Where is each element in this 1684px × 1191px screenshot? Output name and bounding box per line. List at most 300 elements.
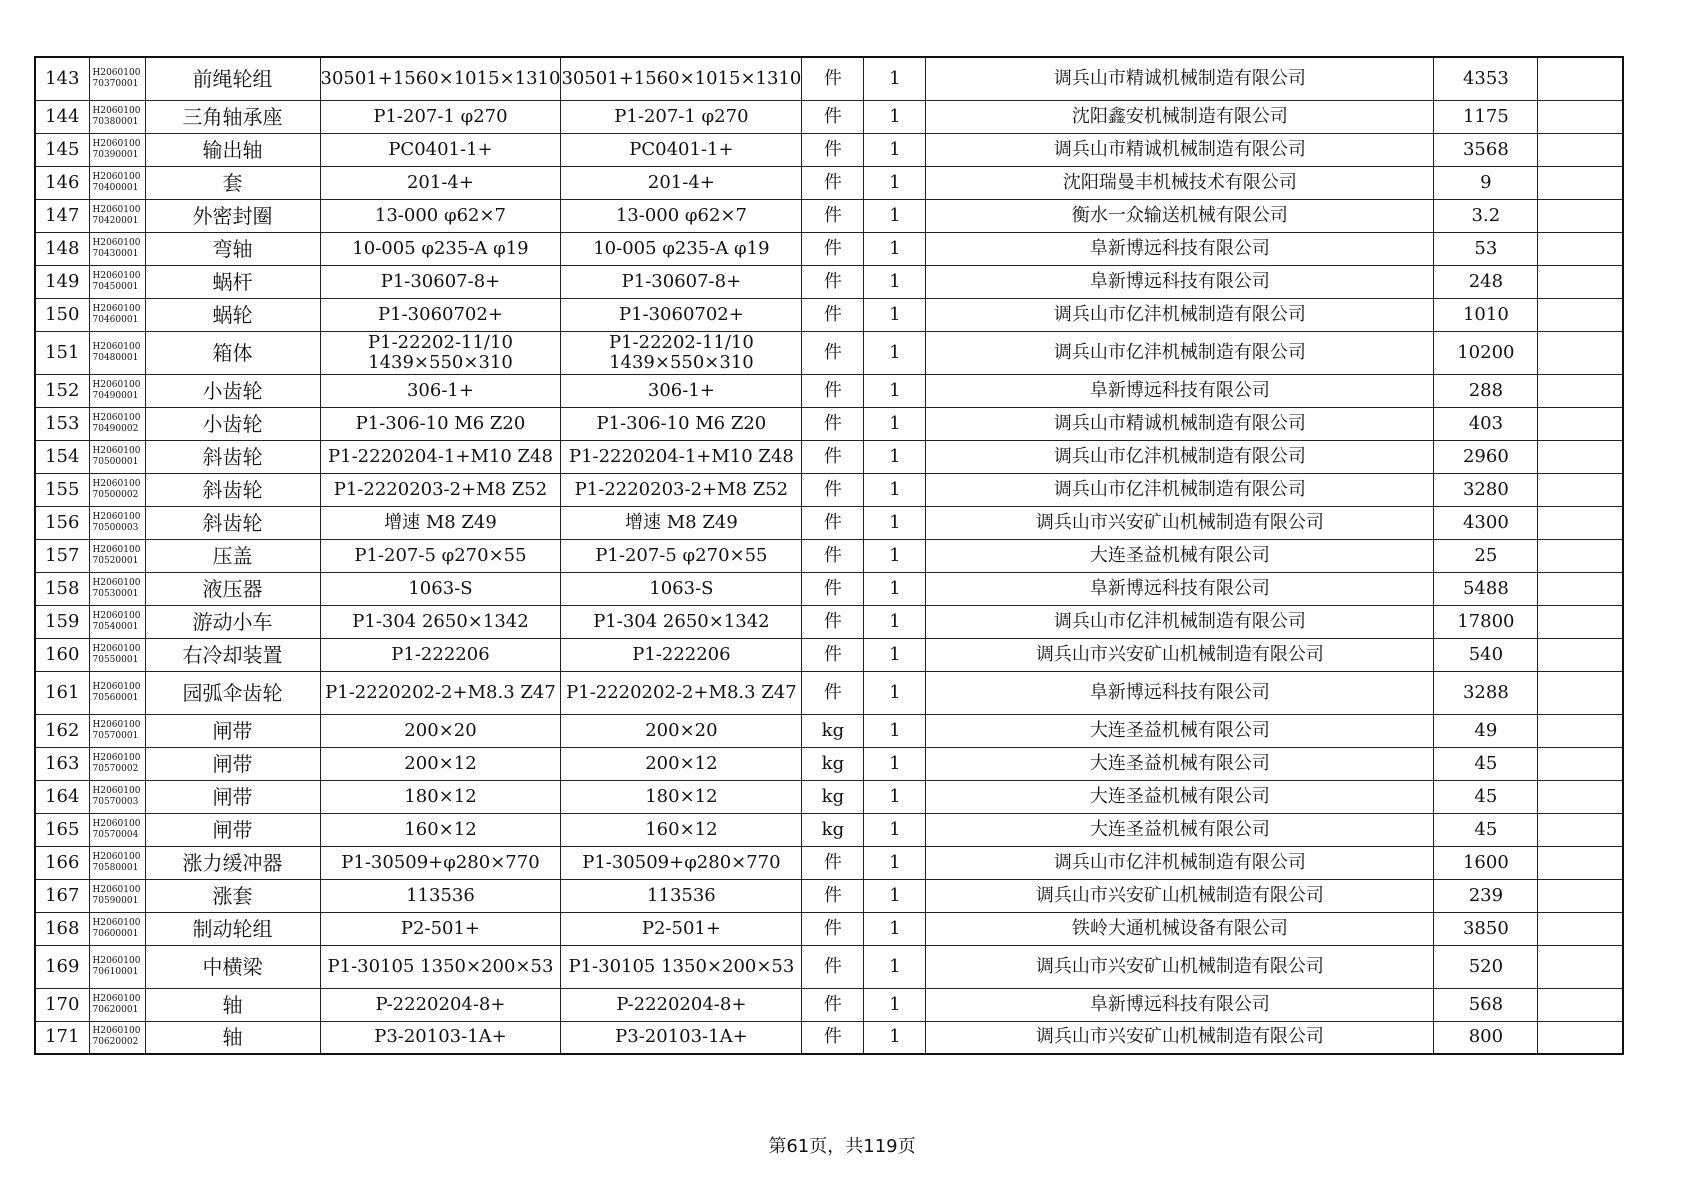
cell-price: 800	[1434, 1021, 1538, 1054]
cell-no: 144	[35, 100, 89, 133]
table-row	[35, 298, 1623, 331]
table-row	[35, 846, 1623, 879]
cell-unit: 件	[802, 298, 864, 331]
table-row	[35, 1021, 1623, 1054]
cell-name: 涨力缓冲器	[145, 846, 320, 879]
cell-code: H2060100 70580001	[89, 846, 145, 879]
cell-qty: 1	[864, 846, 926, 879]
table-row	[35, 374, 1623, 407]
cell-qty: 1	[864, 671, 926, 714]
cell-no: 165	[35, 813, 89, 846]
cell-code: H2060100 70570001	[89, 714, 145, 747]
cell-name: 输出轴	[145, 133, 320, 166]
cell-qty: 1	[864, 57, 926, 100]
cell-note	[1538, 1021, 1623, 1054]
cell-spec-1: 13-000 φ62×7	[320, 199, 561, 232]
cell-supplier: 调兵山市精诚机械制造有限公司	[926, 133, 1434, 166]
cell-unit: 件	[802, 440, 864, 473]
cell-name: 制动轮组	[145, 912, 320, 945]
cell-spec-1: 306-1+	[320, 374, 561, 407]
cell-spec-2: 160×12	[561, 813, 802, 846]
cell-spec-2: P1-30105 1350×200×53	[561, 945, 802, 988]
cell-no: 170	[35, 988, 89, 1021]
cell-unit: 件	[802, 166, 864, 199]
cell-qty: 1	[864, 714, 926, 747]
cell-name: 轴	[145, 1021, 320, 1054]
cell-spec-1: P2-501+	[320, 912, 561, 945]
cell-qty: 1	[864, 232, 926, 265]
cell-no: 146	[35, 166, 89, 199]
cell-spec-1: P3-20103-1A+	[320, 1021, 561, 1054]
cell-supplier: 阜新博远科技有限公司	[926, 988, 1434, 1021]
cell-qty: 1	[864, 539, 926, 572]
cell-no: 153	[35, 407, 89, 440]
cell-no: 155	[35, 473, 89, 506]
table-row	[35, 265, 1623, 298]
total-pages-number: 119	[863, 1136, 898, 1157]
cell-unit: 件	[802, 331, 864, 374]
cell-unit: 件	[802, 374, 864, 407]
cell-unit: 件	[802, 232, 864, 265]
cell-note	[1538, 133, 1623, 166]
cell-supplier: 阜新博远科技有限公司	[926, 671, 1434, 714]
cell-supplier: 调兵山市兴安矿山机械制造有限公司	[926, 879, 1434, 912]
cell-no: 158	[35, 572, 89, 605]
cell-note	[1538, 407, 1623, 440]
parts-table	[34, 56, 1624, 1055]
cell-price: 3288	[1434, 671, 1538, 714]
cell-qty: 1	[864, 912, 926, 945]
cell-spec-1: P1-3060702+	[320, 298, 561, 331]
page-footer	[0, 1132, 1684, 1158]
cell-qty: 1	[864, 199, 926, 232]
cell-supplier: 调兵山市精诚机械制造有限公司	[926, 407, 1434, 440]
cell-spec-2: 200×12	[561, 747, 802, 780]
cell-spec-2: 13-000 φ62×7	[561, 199, 802, 232]
cell-unit: 件	[802, 1021, 864, 1054]
cell-no: 163	[35, 747, 89, 780]
cell-name: 压盖	[145, 539, 320, 572]
cell-price: 568	[1434, 988, 1538, 1021]
cell-spec-1: P1-2220203-2+M8 Z52	[320, 473, 561, 506]
table-row	[35, 539, 1623, 572]
cell-price: 1600	[1434, 846, 1538, 879]
cell-no: 167	[35, 879, 89, 912]
cell-name: 园弧伞齿轮	[145, 671, 320, 714]
cell-qty: 1	[864, 407, 926, 440]
cell-code: H2060100 70400001	[89, 166, 145, 199]
table-row	[35, 57, 1623, 100]
cell-name: 三角轴承座	[145, 100, 320, 133]
cell-unit: 件	[802, 572, 864, 605]
cell-supplier: 大连圣益机械有限公司	[926, 714, 1434, 747]
cell-supplier: 阜新博远科技有限公司	[926, 572, 1434, 605]
cell-note	[1538, 945, 1623, 988]
cell-supplier: 大连圣益机械有限公司	[926, 747, 1434, 780]
cell-spec-1: P1-30607-8+	[320, 265, 561, 298]
cell-spec-1: P-2220204-8+	[320, 988, 561, 1021]
footer-prefix: 第	[768, 1136, 787, 1157]
table-row	[35, 671, 1623, 714]
cell-name: 闸带	[145, 714, 320, 747]
cell-code: H2060100 70620001	[89, 988, 145, 1021]
cell-spec-2: P1-2220202-2+M8.3 Z47	[561, 671, 802, 714]
cell-note	[1538, 988, 1623, 1021]
cell-spec-1: P1-222206	[320, 638, 561, 671]
cell-unit: 件	[802, 57, 864, 100]
table-row	[35, 988, 1623, 1021]
cell-qty: 1	[864, 265, 926, 298]
cell-qty: 1	[864, 988, 926, 1021]
table-row	[35, 199, 1623, 232]
cell-spec-2: 306-1+	[561, 374, 802, 407]
cell-note	[1538, 572, 1623, 605]
cell-qty: 1	[864, 879, 926, 912]
cell-spec-2: P-2220204-8+	[561, 988, 802, 1021]
cell-price: 5488	[1434, 572, 1538, 605]
cell-spec-2: P1-207-5 φ270×55	[561, 539, 802, 572]
cell-price: 3280	[1434, 473, 1538, 506]
table-row	[35, 879, 1623, 912]
cell-qty: 1	[864, 298, 926, 331]
cell-spec-1: 160×12	[320, 813, 561, 846]
cell-code: H2060100 70570002	[89, 747, 145, 780]
cell-qty: 1	[864, 1021, 926, 1054]
cell-supplier: 沈阳瑞曼丰机械技术有限公司	[926, 166, 1434, 199]
cell-name: 游动小车	[145, 605, 320, 638]
cell-no: 164	[35, 780, 89, 813]
cell-supplier: 大连圣益机械有限公司	[926, 813, 1434, 846]
cell-supplier: 阜新博远科技有限公司	[926, 232, 1434, 265]
cell-qty: 1	[864, 780, 926, 813]
cell-note	[1538, 671, 1623, 714]
cell-unit: 件	[802, 912, 864, 945]
cell-name: 斜齿轮	[145, 473, 320, 506]
cell-no: 157	[35, 539, 89, 572]
cell-name: 前绳轮组	[145, 57, 320, 100]
cell-spec-2: P1-222206	[561, 638, 802, 671]
cell-code: H2060100 70550001	[89, 638, 145, 671]
cell-spec-1: P1-207-1 φ270	[320, 100, 561, 133]
cell-spec-1: P1-2220202-2+M8.3 Z47	[320, 671, 561, 714]
cell-unit: 件	[802, 879, 864, 912]
cell-price: 25	[1434, 539, 1538, 572]
cell-note	[1538, 473, 1623, 506]
cell-supplier: 调兵山市精诚机械制造有限公司	[926, 57, 1434, 100]
cell-spec-1: P1-30509+φ280×770	[320, 846, 561, 879]
cell-price: 1010	[1434, 298, 1538, 331]
cell-name: 右冷却装置	[145, 638, 320, 671]
cell-spec-2: P1-304 2650×1342	[561, 605, 802, 638]
cell-note	[1538, 605, 1623, 638]
cell-supplier: 阜新博远科技有限公司	[926, 265, 1434, 298]
cell-code: H2060100 70420001	[89, 199, 145, 232]
cell-unit: kg	[802, 747, 864, 780]
cell-no: 159	[35, 605, 89, 638]
cell-code: H2060100 70380001	[89, 100, 145, 133]
cell-name: 蜗杆	[145, 265, 320, 298]
cell-qty: 1	[864, 100, 926, 133]
cell-qty: 1	[864, 506, 926, 539]
cell-qty: 1	[864, 473, 926, 506]
cell-spec-1: 10-005 φ235-A φ19	[320, 232, 561, 265]
cell-note	[1538, 912, 1623, 945]
cell-no: 148	[35, 232, 89, 265]
cell-code: H2060100 70480001	[89, 331, 145, 374]
cell-no: 160	[35, 638, 89, 671]
cell-code: H2060100 70540001	[89, 605, 145, 638]
cell-no: 149	[35, 265, 89, 298]
cell-no: 151	[35, 331, 89, 374]
cell-note	[1538, 813, 1623, 846]
cell-unit: kg	[802, 813, 864, 846]
cell-price: 403	[1434, 407, 1538, 440]
table-row	[35, 473, 1623, 506]
cell-spec-1: 201-4+	[320, 166, 561, 199]
cell-supplier: 调兵山市兴安矿山机械制造有限公司	[926, 945, 1434, 988]
table-row	[35, 605, 1623, 638]
table-row	[35, 912, 1623, 945]
cell-spec-2: P1-30607-8+	[561, 265, 802, 298]
cell-no: 169	[35, 945, 89, 988]
cell-spec-2: P1-3060702+	[561, 298, 802, 331]
cell-name: 闸带	[145, 780, 320, 813]
cell-spec-2: 10-005 φ235-A φ19	[561, 232, 802, 265]
cell-note	[1538, 780, 1623, 813]
cell-price: 45	[1434, 747, 1538, 780]
cell-name: 套	[145, 166, 320, 199]
cell-spec-2: P1-306-10 M6 Z20	[561, 407, 802, 440]
cell-spec-2: P1-22202-11/10 1439×550×310	[561, 331, 802, 374]
cell-supplier: 大连圣益机械有限公司	[926, 780, 1434, 813]
cell-note	[1538, 440, 1623, 473]
cell-price: 17800	[1434, 605, 1538, 638]
cell-spec-1: P1-2220204-1+M10 Z48	[320, 440, 561, 473]
cell-name: 小齿轮	[145, 407, 320, 440]
cell-note	[1538, 506, 1623, 539]
cell-name: 中横梁	[145, 945, 320, 988]
cell-unit: kg	[802, 714, 864, 747]
cell-code: H2060100 70390001	[89, 133, 145, 166]
cell-qty: 1	[864, 813, 926, 846]
table-row	[35, 813, 1623, 846]
cell-spec-2: P1-2220203-2+M8 Z52	[561, 473, 802, 506]
cell-supplier: 大连圣益机械有限公司	[926, 539, 1434, 572]
cell-code: H2060100 70500001	[89, 440, 145, 473]
cell-spec-2: PC0401-1+	[561, 133, 802, 166]
cell-supplier: 衡水一众输送机械有限公司	[926, 199, 1434, 232]
cell-unit: 件	[802, 605, 864, 638]
cell-spec-1: 180×12	[320, 780, 561, 813]
cell-note	[1538, 298, 1623, 331]
cell-code: H2060100 70460001	[89, 298, 145, 331]
cell-spec-1: 增速 M8 Z49	[320, 506, 561, 539]
cell-supplier: 阜新博远科技有限公司	[926, 374, 1434, 407]
cell-name: 斜齿轮	[145, 440, 320, 473]
cell-spec-2: 201-4+	[561, 166, 802, 199]
cell-spec-1: 30501+1560×1015×1310	[320, 57, 561, 100]
cell-code: H2060100 70570003	[89, 780, 145, 813]
cell-code: H2060100 70520001	[89, 539, 145, 572]
cell-price: 3.2	[1434, 199, 1538, 232]
cell-code: H2060100 70610001	[89, 945, 145, 988]
table-row	[35, 714, 1623, 747]
cell-supplier: 调兵山市亿沣机械制造有限公司	[926, 605, 1434, 638]
cell-qty: 1	[864, 572, 926, 605]
cell-spec-2: 30501+1560×1015×1310	[561, 57, 802, 100]
cell-spec-1: 200×20	[320, 714, 561, 747]
footer-suffix: 页	[897, 1136, 916, 1157]
cell-supplier: 调兵山市兴安矿山机械制造有限公司	[926, 1021, 1434, 1054]
cell-spec-2: P1-30509+φ280×770	[561, 846, 802, 879]
cell-note	[1538, 331, 1623, 374]
cell-note	[1538, 199, 1623, 232]
cell-supplier: 调兵山市亿沣机械制造有限公司	[926, 473, 1434, 506]
cell-name: 小齿轮	[145, 374, 320, 407]
table-body	[35, 57, 1623, 1054]
cell-price: 3568	[1434, 133, 1538, 166]
cell-price: 520	[1434, 945, 1538, 988]
cell-spec-1: 200×12	[320, 747, 561, 780]
cell-no: 154	[35, 440, 89, 473]
cell-price: 4300	[1434, 506, 1538, 539]
table-row	[35, 780, 1623, 813]
cell-code: H2060100 70490002	[89, 407, 145, 440]
cell-price: 288	[1434, 374, 1538, 407]
cell-code: H2060100 70450001	[89, 265, 145, 298]
cell-unit: 件	[802, 407, 864, 440]
cell-name: 闸带	[145, 747, 320, 780]
cell-no: 156	[35, 506, 89, 539]
cell-unit: 件	[802, 100, 864, 133]
cell-note	[1538, 879, 1623, 912]
cell-no: 152	[35, 374, 89, 407]
cell-unit: 件	[802, 988, 864, 1021]
cell-supplier: 沈阳鑫安机械制造有限公司	[926, 100, 1434, 133]
cell-note	[1538, 100, 1623, 133]
cell-code: H2060100 70590001	[89, 879, 145, 912]
cell-spec-2: 增速 M8 Z49	[561, 506, 802, 539]
cell-note	[1538, 714, 1623, 747]
table-row	[35, 945, 1623, 988]
cell-price: 540	[1434, 638, 1538, 671]
cell-qty: 1	[864, 945, 926, 988]
cell-unit: 件	[802, 473, 864, 506]
cell-no: 143	[35, 57, 89, 100]
cell-spec-2: 180×12	[561, 780, 802, 813]
cell-price: 248	[1434, 265, 1538, 298]
cell-spec-1: P1-207-5 φ270×55	[320, 539, 561, 572]
cell-name: 斜齿轮	[145, 506, 320, 539]
cell-name: 液压器	[145, 572, 320, 605]
cell-supplier: 调兵山市亿沣机械制造有限公司	[926, 331, 1434, 374]
cell-no: 145	[35, 133, 89, 166]
cell-price: 45	[1434, 780, 1538, 813]
table-row	[35, 638, 1623, 671]
cell-code: H2060100 70620002	[89, 1021, 145, 1054]
cell-note	[1538, 374, 1623, 407]
cell-price: 3850	[1434, 912, 1538, 945]
cell-code: H2060100 70430001	[89, 232, 145, 265]
table-row	[35, 331, 1623, 374]
cell-no: 161	[35, 671, 89, 714]
cell-spec-2: P3-20103-1A+	[561, 1021, 802, 1054]
cell-qty: 1	[864, 440, 926, 473]
cell-qty: 1	[864, 374, 926, 407]
cell-note	[1538, 232, 1623, 265]
cell-spec-2: P1-207-1 φ270	[561, 100, 802, 133]
cell-price: 2960	[1434, 440, 1538, 473]
cell-note	[1538, 747, 1623, 780]
cell-spec-2: 1063-S	[561, 572, 802, 605]
cell-no: 171	[35, 1021, 89, 1054]
cell-name: 弯轴	[145, 232, 320, 265]
cell-note	[1538, 265, 1623, 298]
cell-qty: 1	[864, 166, 926, 199]
table-row	[35, 407, 1623, 440]
cell-spec-1: 1063-S	[320, 572, 561, 605]
cell-supplier: 铁岭大通机械设备有限公司	[926, 912, 1434, 945]
cell-name: 外密封圈	[145, 199, 320, 232]
cell-unit: kg	[802, 780, 864, 813]
table-row	[35, 232, 1623, 265]
cell-supplier: 调兵山市亿沣机械制造有限公司	[926, 440, 1434, 473]
current-page-number: 61	[786, 1136, 810, 1157]
cell-name: 蜗轮	[145, 298, 320, 331]
cell-code: H2060100 70500003	[89, 506, 145, 539]
cell-unit: 件	[802, 945, 864, 988]
cell-spec-2: P2-501+	[561, 912, 802, 945]
cell-supplier: 调兵山市亿沣机械制造有限公司	[926, 846, 1434, 879]
cell-unit: 件	[802, 199, 864, 232]
cell-unit: 件	[802, 539, 864, 572]
cell-code: H2060100 70530001	[89, 572, 145, 605]
cell-spec-2: 200×20	[561, 714, 802, 747]
cell-note	[1538, 638, 1623, 671]
cell-qty: 1	[864, 747, 926, 780]
cell-qty: 1	[864, 638, 926, 671]
table-row	[35, 506, 1623, 539]
cell-no: 147	[35, 199, 89, 232]
cell-price: 49	[1434, 714, 1538, 747]
cell-no: 168	[35, 912, 89, 945]
cell-price: 1175	[1434, 100, 1538, 133]
cell-spec-1: PC0401-1+	[320, 133, 561, 166]
cell-spec-1: P1-30105 1350×200×53	[320, 945, 561, 988]
cell-price: 10200	[1434, 331, 1538, 374]
cell-spec-1: 113536	[320, 879, 561, 912]
cell-name: 闸带	[145, 813, 320, 846]
cell-code: H2060100 70560001	[89, 671, 145, 714]
cell-spec-2: P1-2220204-1+M10 Z48	[561, 440, 802, 473]
cell-supplier: 调兵山市兴安矿山机械制造有限公司	[926, 638, 1434, 671]
table-row	[35, 440, 1623, 473]
cell-price: 53	[1434, 232, 1538, 265]
table-row	[35, 133, 1623, 166]
cell-note	[1538, 57, 1623, 100]
cell-name: 箱体	[145, 331, 320, 374]
cell-supplier: 调兵山市兴安矿山机械制造有限公司	[926, 506, 1434, 539]
cell-note	[1538, 166, 1623, 199]
cell-note	[1538, 539, 1623, 572]
cell-qty: 1	[864, 133, 926, 166]
cell-unit: 件	[802, 133, 864, 166]
cell-no: 150	[35, 298, 89, 331]
cell-qty: 1	[864, 331, 926, 374]
cell-code: H2060100 70500002	[89, 473, 145, 506]
cell-unit: 件	[802, 846, 864, 879]
cell-name: 轴	[145, 988, 320, 1021]
